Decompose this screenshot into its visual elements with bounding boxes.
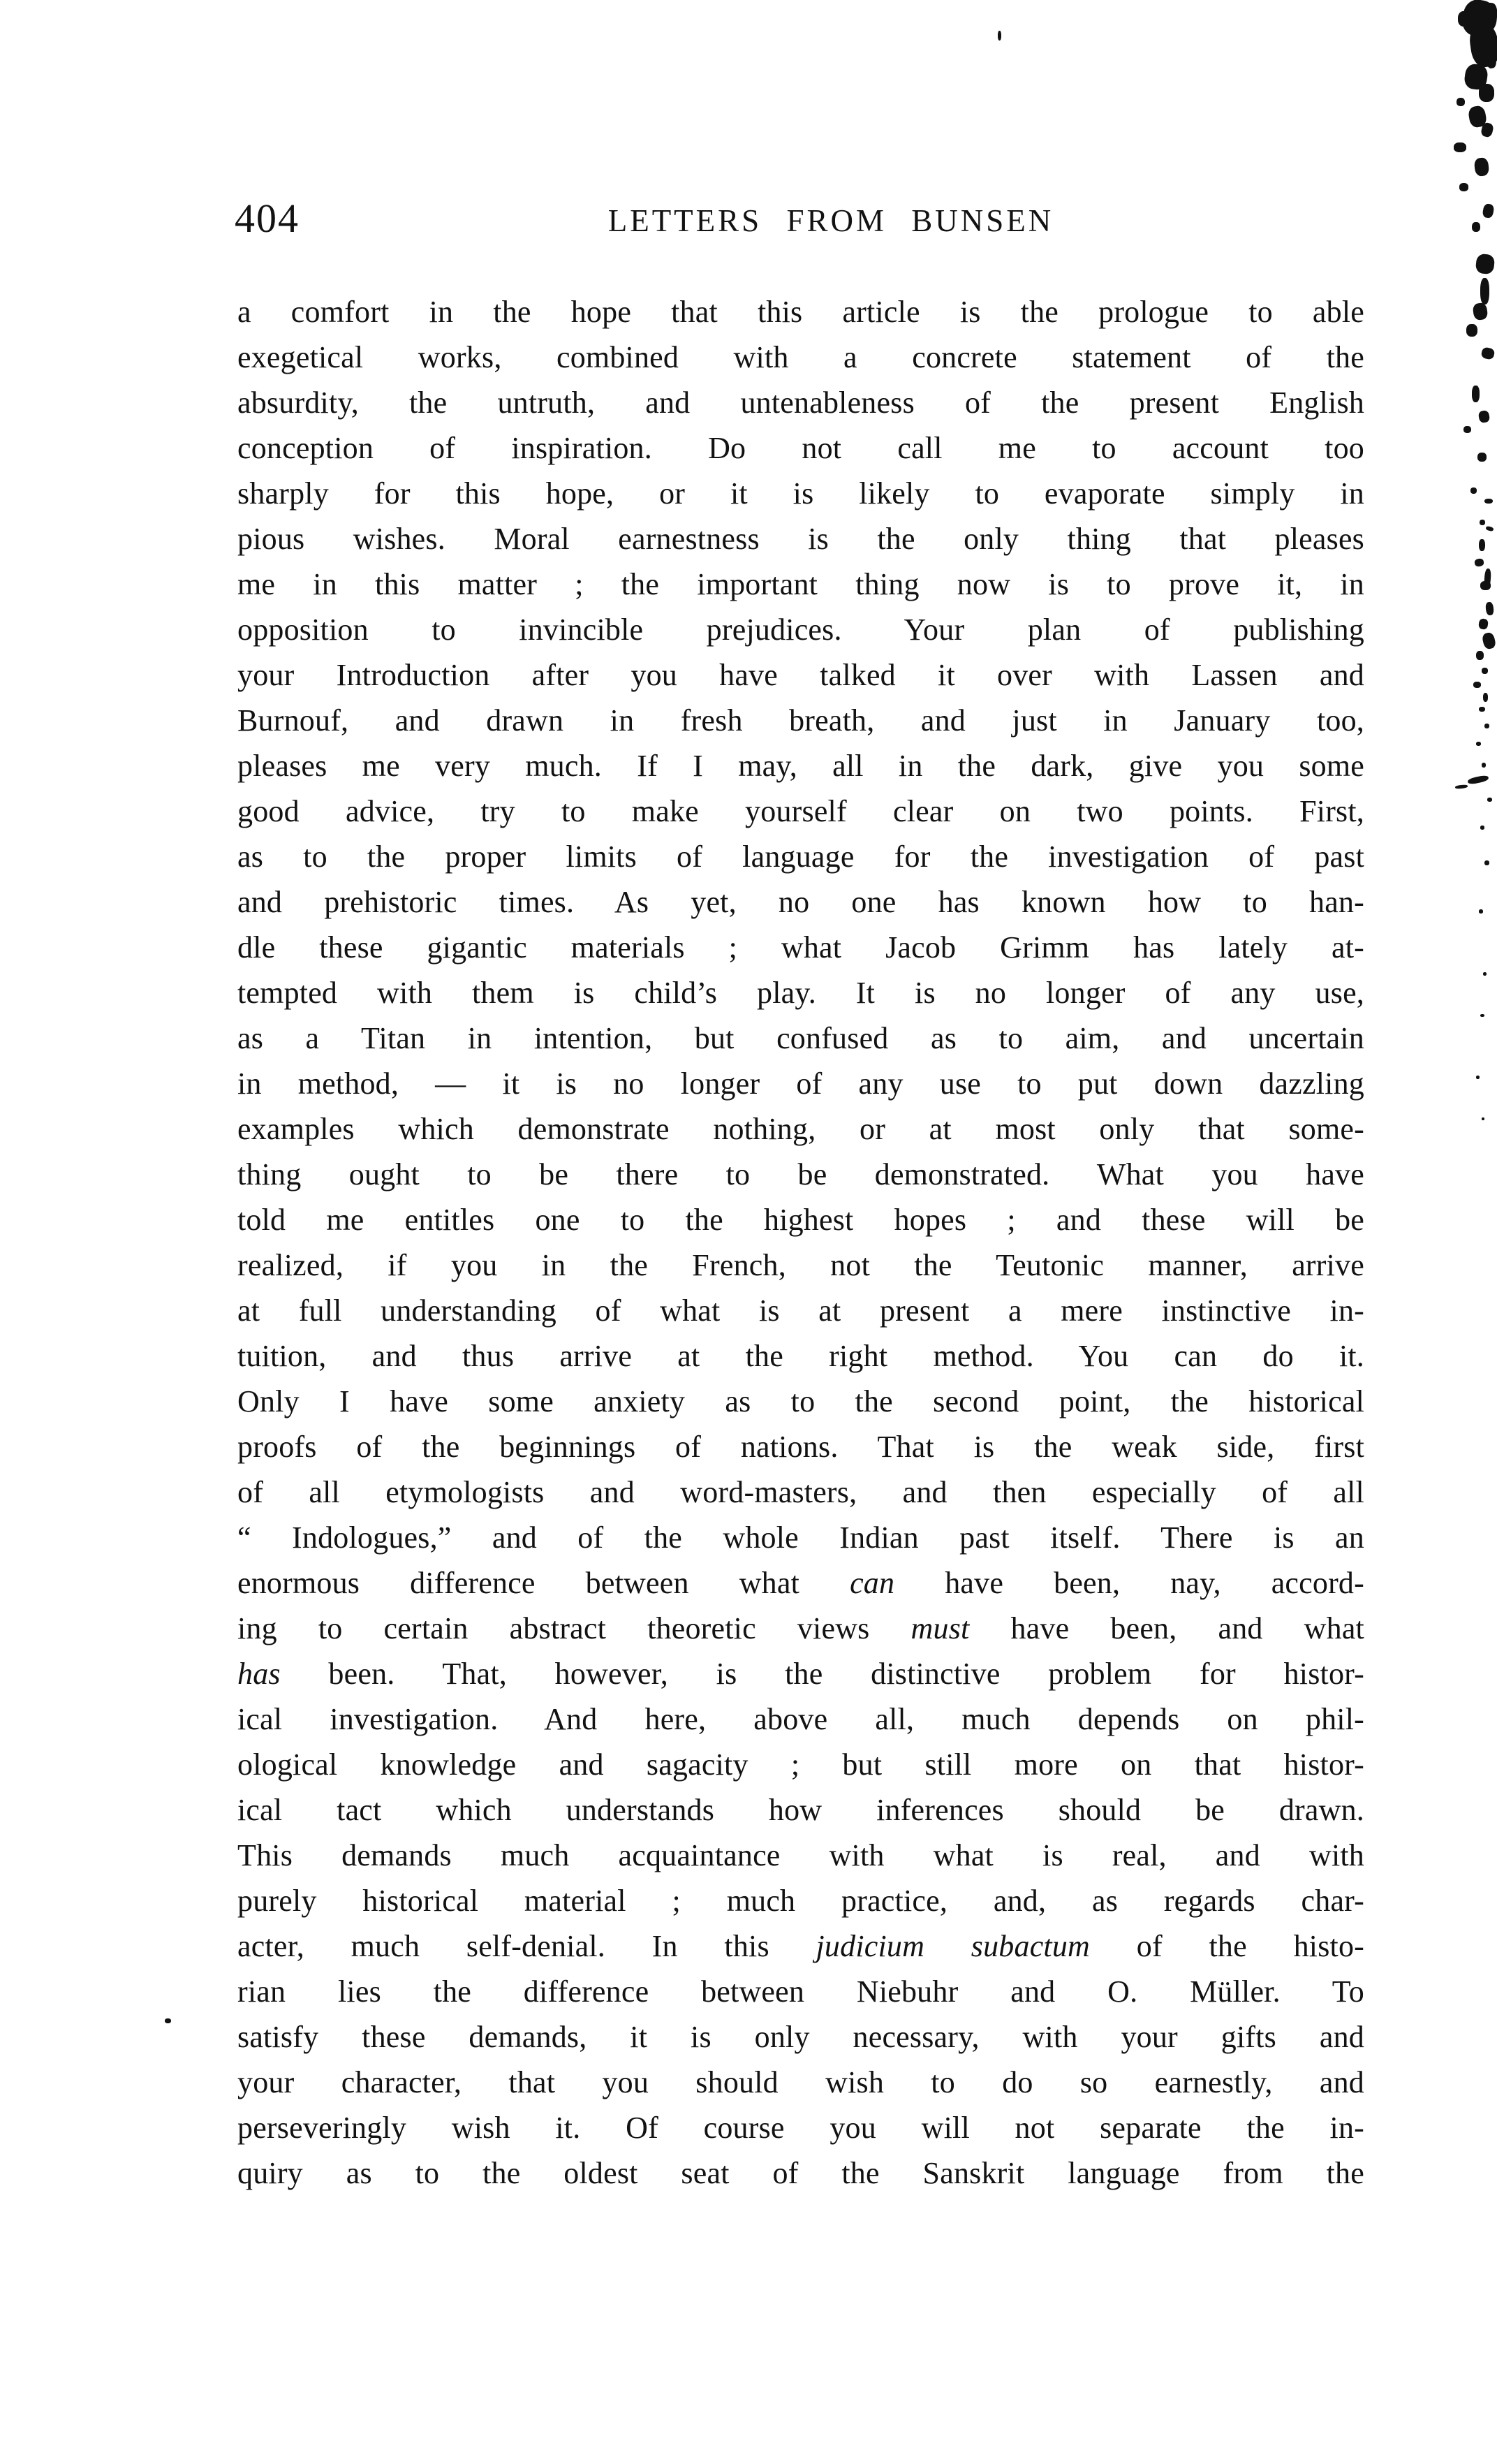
- scan-speck: [1457, 98, 1465, 106]
- text-line: ing to certain abstract theoretic views must have been, and what: [237, 1611, 1364, 1645]
- text-line: has been. That, however, is the distinctive problem for histor-: [237, 1657, 1364, 1691]
- scan-speck: [1484, 860, 1489, 865]
- scan-speck: [1487, 798, 1492, 802]
- page-header: [0, 187, 1497, 239]
- scan-speck: [1477, 453, 1487, 462]
- scan-speck: [1468, 22, 1497, 69]
- text-line: me in this matter ; the important thing now is to prove it, in: [237, 567, 1364, 601]
- scan-speck: [1483, 693, 1488, 702]
- text-line: opposition to invincible prejudices. Your plan of publishing: [237, 613, 1364, 647]
- scan-speck: [1472, 302, 1488, 321]
- scan-speck: [1466, 324, 1477, 337]
- scan-speck: [1483, 972, 1487, 976]
- scan-speck: [1480, 122, 1494, 138]
- scan-speck: [1472, 386, 1480, 402]
- scan-speck: [1468, 105, 1488, 129]
- scan-speck: [1484, 724, 1489, 728]
- text-line: as a Titan in intention, but confused as to aim, and uncertain: [237, 1021, 1364, 1055]
- text-line: tuition, and thus arrive at the right method. You can do it.: [237, 1339, 1364, 1373]
- text-line: dle these gigantic materials ; what Jacob Grimm has lately at-: [237, 930, 1364, 965]
- scan-speck: [1454, 142, 1466, 152]
- scan-speck: [1481, 631, 1496, 650]
- scan-speck: [1482, 668, 1488, 674]
- scan-speck: [1479, 909, 1483, 914]
- text-line: of all etymologists and word-masters, and then especially of all: [237, 1475, 1364, 1509]
- text-line: ical tact which understands how inferences should be drawn.: [237, 1793, 1364, 1827]
- scan-speck: [1474, 558, 1484, 567]
- text-line: realized, if you in the French, not the Teutonic manner, arrive: [237, 1248, 1364, 1282]
- scan-speck: [1482, 45, 1497, 70]
- text-line: ical investigation. And here, above all, much depends on phil-: [237, 1702, 1364, 1736]
- scan-speck: [1455, 784, 1468, 789]
- text-line: examples which demonstrate nothing, or at most only that some-: [237, 1112, 1364, 1146]
- scan-speck: [1470, 487, 1477, 494]
- text-line: quiry as to the oldest seat of the Sanskrit language from the: [237, 2156, 1364, 2190]
- text-line: in method, — it is no longer of any use to put down dazzling: [237, 1066, 1364, 1101]
- page-number: 404: [235, 196, 300, 241]
- text-line: satisfy these demands, it is only necessary, with your gifts and: [237, 2020, 1364, 2054]
- text-line: thing ought to be there to be demonstrated. What you have: [237, 1157, 1364, 1191]
- text-line: pious wishes. Moral earnestness is the only thing that pleases: [237, 522, 1364, 556]
- scan-speck: [1480, 1014, 1484, 1017]
- scan-speck: [1473, 682, 1481, 688]
- scan-speck: [1482, 1117, 1484, 1120]
- scan-speck: [1478, 410, 1491, 423]
- text-line: enormous difference between what can have been, nay, accord-: [237, 1566, 1364, 1600]
- text-line: pleases me very much. If I may, all in the dark, give you some: [237, 749, 1364, 783]
- text-line: absurdity, the untruth, and untenableness of the present English: [237, 386, 1364, 420]
- scan-speck: [1463, 63, 1489, 91]
- scan-speck: [1476, 742, 1481, 746]
- scan-speck: [1480, 520, 1485, 525]
- text-line: and prehistoric times. As yet, no one has known how to han-: [237, 885, 1364, 919]
- scan-speck: [1480, 278, 1489, 305]
- scan-speck: [1479, 707, 1485, 712]
- text-line: as to the proper limits of language for the investigation of past: [237, 839, 1364, 874]
- text-line: rian lies the difference between Niebuhr and O. Müller. To: [237, 1974, 1364, 2009]
- text-line: acter, much self-denial. In this judicium subactum of the histo-: [237, 1929, 1364, 1963]
- scan-speck: [1485, 601, 1494, 615]
- text-line: sharply for this hope, or it is likely to evaporate simply in: [237, 476, 1364, 511]
- scan-speck: [1482, 2, 1497, 31]
- text-line: your character, that you should wish to do so earnestly, and: [237, 2065, 1364, 2099]
- text-line: perseveringly wish it. Of course you will not separate the in-: [237, 2111, 1364, 2145]
- running-title: LETTERS FROM BUNSEN: [607, 203, 1054, 238]
- scan-speck: [1481, 346, 1496, 360]
- text-block: [237, 289, 1364, 2196]
- scan-speck: [1484, 569, 1491, 589]
- text-line: your Introduction after you have talked it over with Lassen and: [237, 658, 1364, 692]
- scan-speck: [1485, 526, 1494, 532]
- scan-speck: [1484, 499, 1493, 504]
- text-line: “ Indologues,” and of the whole Indian past itself. There is an: [237, 1520, 1364, 1555]
- text-line: at full understanding of what is at present a mere instinctive in-: [237, 1293, 1364, 1328]
- scan-speck: [1476, 651, 1484, 660]
- scan-speck: [1480, 826, 1484, 830]
- scan-speck: [998, 31, 1001, 41]
- text-line: proofs of the beginnings of nations. That is the weak side, first: [237, 1430, 1364, 1464]
- scan-speck: [1479, 539, 1485, 551]
- text-line: Burnouf, and drawn in fresh breath, and just in January too,: [237, 703, 1364, 738]
- scan-speck: [1460, 0, 1497, 39]
- scan-speck: [1476, 1076, 1480, 1079]
- text-line: tempted with them is child’s play. It is no longer of any use,: [237, 976, 1364, 1010]
- scan-speck: [165, 2018, 171, 2023]
- scan-speck: [1482, 763, 1486, 768]
- scan-speck: [1475, 254, 1496, 275]
- scan-speck: [1467, 775, 1489, 785]
- scan-speck: [1480, 581, 1491, 590]
- scan-speck: [1458, 11, 1470, 27]
- text-line: Only I have some anxiety as to the second point, the historical: [237, 1384, 1364, 1418]
- text-line: conception of inspiration. Do not call me to account too: [237, 431, 1364, 465]
- scan-speck: [1463, 426, 1471, 433]
- scan-speck: [1474, 157, 1490, 177]
- text-line: ological knowledge and sagacity ; but still more on that histor-: [237, 1747, 1364, 1782]
- text-line: purely historical material ; much practice, and, as regards char-: [237, 1884, 1364, 1918]
- text-line: a comfort in the hope that this article is the prologue to able: [237, 295, 1364, 329]
- text-line: good advice, try to make yourself clear on two points. First,: [237, 794, 1364, 828]
- text-line: This demands much acquaintance with what is real, and with: [237, 1838, 1364, 1872]
- text-line: exegetical works, combined with a concrete statement of the: [237, 340, 1364, 374]
- scan-speck: [1479, 84, 1494, 102]
- text-line: told me entitles one to the highest hopes ; and these will be: [237, 1203, 1364, 1237]
- scan-speck: [1478, 618, 1489, 630]
